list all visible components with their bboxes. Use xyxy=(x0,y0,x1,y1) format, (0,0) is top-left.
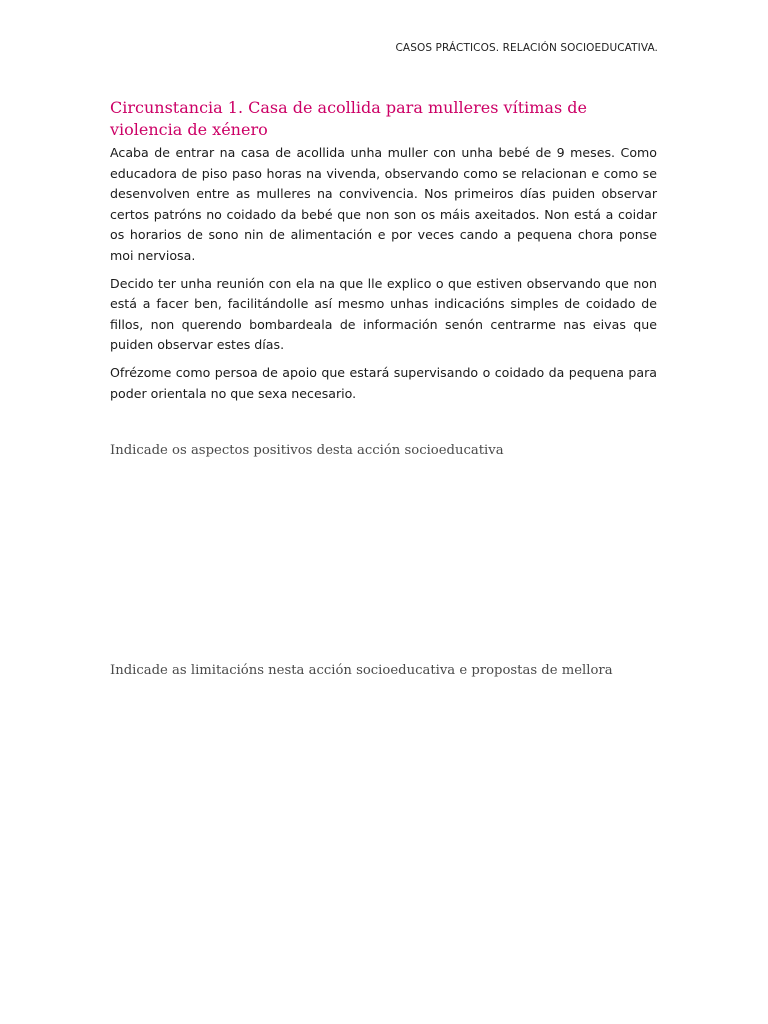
answer-area-limitations[interactable] xyxy=(110,690,657,970)
case-paragraph-1: Acaba de entrar na casa de acollida unha muller con unha bebé de 9 meses. Como educadora de piso paso horas na vivenda, observando como se relacionan e como se desenvolven entre as mulleres na convivencia. Nos primeiros días puiden observar certos patróns no coidado da bebé que non son os máis axeitados. Non está a coidar os horarios de sono nin de alimentación e por veces cando a pequena chora ponse moi nerviosa. xyxy=(110,145,657,263)
case-section xyxy=(110,97,657,411)
question-limitations: Indicade as limitacións nesta acción socioeducativa e propostas de mellora xyxy=(110,663,613,678)
case-paragraph-2: Decido ter unha reunión con ela na que lle explico o que estiven observando que non está a facer ben, facilitándolle así mesmo unhas indicacións simples de coidado de fillos, non querendo bombardeala de información senón centrarme nas eivas que puiden observar estes días. xyxy=(110,275,657,353)
question-positive-aspects: Indicade os aspectos positivos desta acción socioeducativa xyxy=(110,443,504,458)
case-paragraph-3: Ofrézome como persoa de apoio que estará supervisando o coidado da pequena para poder orientala no que sexa necesario. xyxy=(110,364,657,401)
answer-area-positive-aspects[interactable] xyxy=(110,470,657,640)
running-header: CASOS PRÁCTICOS. RELACIÓN SOCIOEDUCATIVA. xyxy=(395,42,658,54)
section-title: Circunstancia 1. Casa de acollida para mulleres vítimas de violencia de xénero xyxy=(110,98,587,139)
